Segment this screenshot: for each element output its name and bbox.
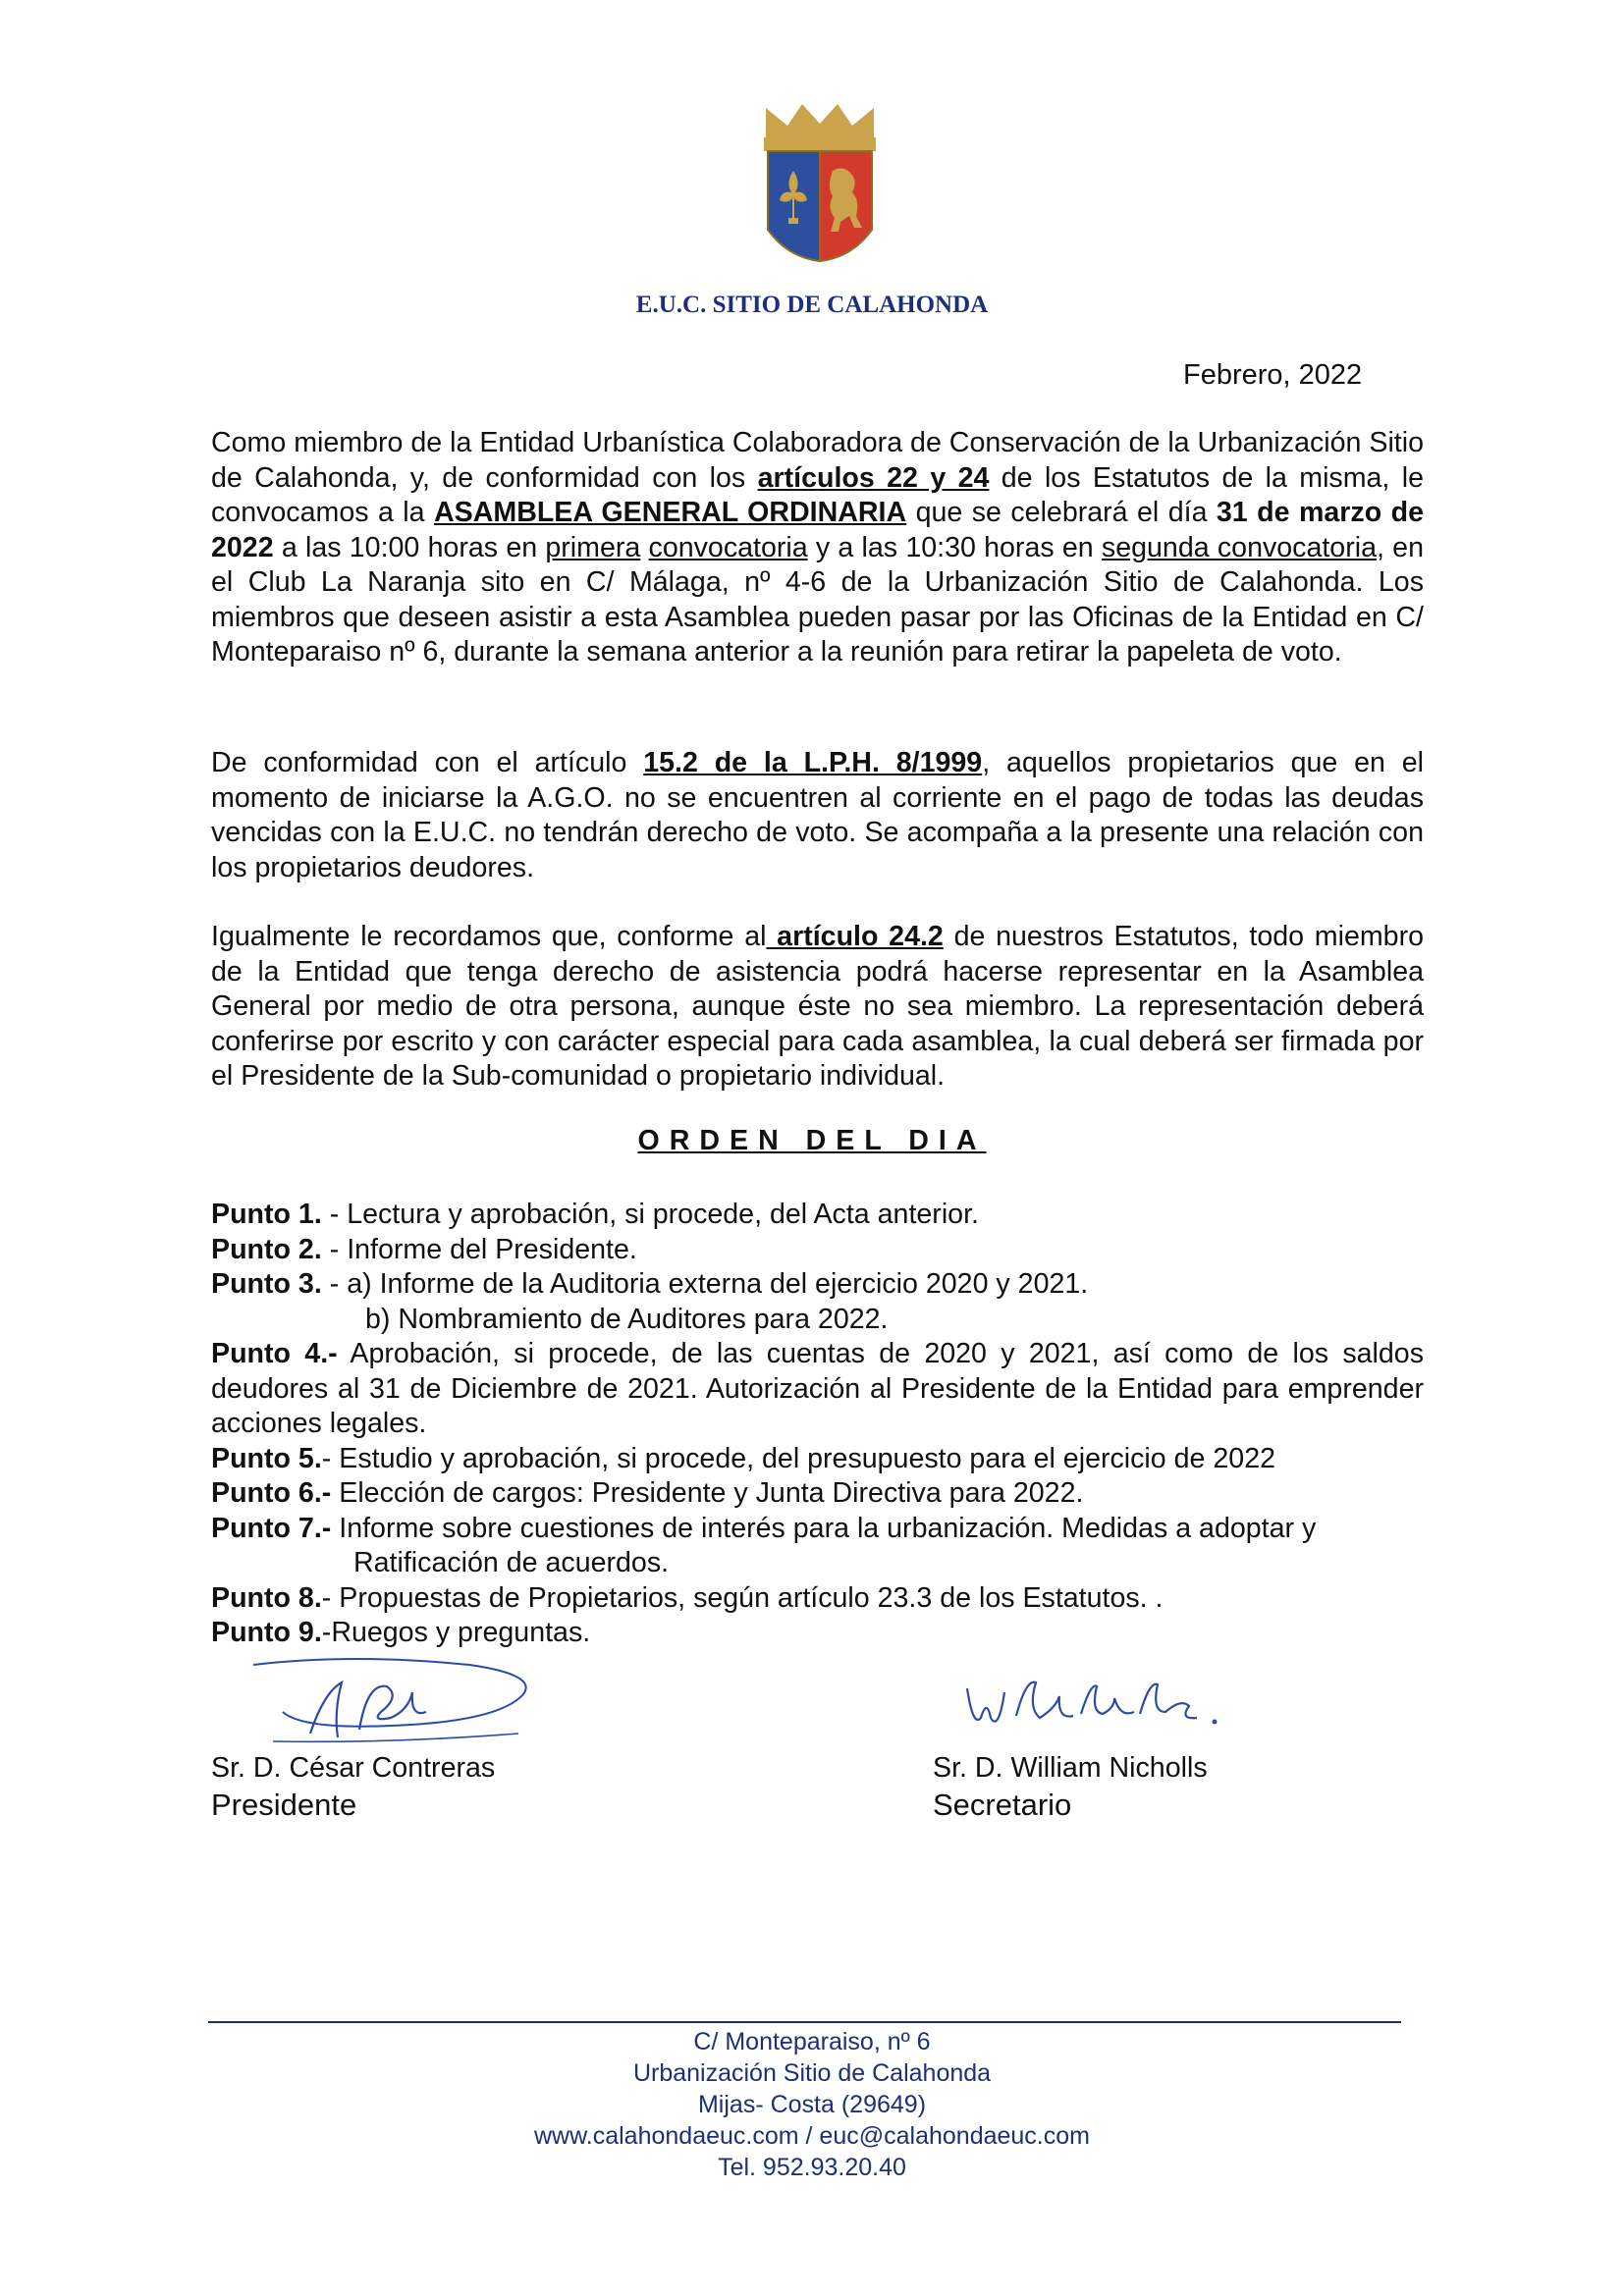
agenda-item-label: Punto 9. — [211, 1617, 322, 1648]
articles-reference: artículos 22 y 24 — [757, 461, 990, 494]
agenda-item-label: Punto 6.- — [211, 1477, 332, 1509]
assembly-name: ASAMBLEA GENERAL ORDINARIA — [434, 497, 907, 528]
text-segment: y a las 10:30 horas en — [807, 531, 1102, 563]
footer-divider — [208, 2021, 1401, 2023]
agenda-item-text: Elección de cargos: Presidente y Junta Directiva para 2022. — [331, 1477, 1084, 1509]
agenda-item-text: - Lectura y aprobación, si procede, del Acta anterior. — [321, 1199, 979, 1230]
article-reference: artículo 24.2 — [766, 921, 944, 952]
agenda-item-text: - Estudio y aprobación, si procede, del presupuesto para el ejercicio de 2022 — [321, 1442, 1275, 1474]
agenda-item-9 — [211, 1616, 1424, 1651]
footer-street: C/ Monteparaiso, nº 6 — [693, 2028, 931, 2056]
second-call: segunda convocatoria — [1101, 531, 1377, 563]
president-name: Sr. D. César Contreras — [211, 1752, 496, 1784]
meeting-date: 31 de marzo de 2022 — [211, 497, 1424, 563]
text-segment — [640, 532, 648, 563]
agenda-item-label: Punto 4.- — [211, 1338, 338, 1369]
footer-web-email: www.calahondaeuc.com / euc@calahondaeuc.com — [534, 2122, 1090, 2150]
footer-urbanization: Urbanización Sitio de Calahonda — [632, 2059, 992, 2087]
agenda-item-label: Punto 1. — [211, 1199, 322, 1230]
agenda-item-text: - Propuestas de Propietarios, según artículo 23.3 de los Estatutos. . — [321, 1581, 1164, 1614]
agenda-item-text: - Informe del Presidente. — [321, 1233, 637, 1265]
text-segment: Igualmente le recordamos que, conforme al — [211, 921, 767, 952]
agenda-item-7 — [211, 1512, 1424, 1547]
secretary-signature-icon — [957, 1669, 1242, 1737]
paragraph-representation — [211, 920, 1424, 1095]
text-segment: , aquellos propietarios que en el momento de iniciarse la A.G.O. no se encuentren al corriente en el pago de todas las deudas vencidas con la E.U.C. no tendrán derecho de voto. Se acompaña a la presente una relación con los propietarios deudores. — [211, 747, 1425, 883]
footer-address — [0, 2026, 1624, 2183]
secretary-name: Sr. D. William Nicholls — [933, 1752, 1208, 1784]
agenda-item-6 — [211, 1476, 1424, 1512]
text-segment: de los Estatutos de la misma, le convocamos a la — [211, 461, 1425, 528]
paragraph-convocation — [211, 426, 1424, 670]
agenda-item-3 — [211, 1267, 1424, 1303]
footer-phone: Tel. 952.93.20.40 — [718, 2154, 906, 2181]
text-segment: Como miembro de la Entidad Urbanística Colaboradora de Conservación de la Urbanización Sitio de Calahonda, y, de conformidad con los — [211, 427, 1424, 494]
agenda-item-8 — [211, 1581, 1424, 1617]
agenda-item-label: Punto 2. — [211, 1233, 322, 1265]
footer-city: Mijas- Costa (29649) — [697, 2091, 927, 2118]
agenda-item-label: Punto 5. — [211, 1442, 322, 1474]
agenda-item-7-cont: Ratificación de acuerdos. — [353, 1547, 670, 1578]
agenda-item-text: Aprobación, si procede, de las cuentas de 2020 y 2021, así como de los saldos deudores al 31 de Diciembre de 2021. Autorización al Presidente de la Entidad para emprender acciones legales. — [211, 1338, 1424, 1439]
agenda-item-text: Informe sobre cuestiones de interés para la urbanización. Medidas a adoptar y — [331, 1512, 1317, 1544]
letter-date: Febrero, 2022 — [1183, 359, 1363, 391]
agenda-item-3b: b) Nombramiento de Auditores para 2022. — [365, 1303, 889, 1335]
president-signature-icon — [244, 1653, 540, 1747]
agenda-item-1 — [211, 1198, 1424, 1233]
crest-logo-icon — [756, 102, 884, 269]
text-segment: a las 10:00 horas en — [273, 531, 546, 563]
secretary-role: Secretario — [933, 1788, 1072, 1822]
text-segment: que se celebrará el día — [906, 497, 1217, 528]
agenda-item-text: - a) Informe de la Auditoria externa del ejercicio 2020 y 2021. — [321, 1268, 1089, 1300]
first-call: primera — [545, 531, 641, 563]
agenda-item-label: Punto 3. — [211, 1268, 322, 1300]
president-role: Presidente — [211, 1788, 357, 1822]
president-signer — [211, 1750, 495, 1823]
agenda-list — [211, 1198, 1424, 1651]
agenda-item-label: Punto 8. — [211, 1581, 322, 1614]
organization-name: E.U.C. SITIO DE CALAHONDA — [635, 292, 989, 318]
agenda-item-4 — [211, 1337, 1424, 1442]
agenda-item-label: Punto 7.- — [211, 1512, 332, 1544]
call-word: convocatoria — [648, 531, 808, 563]
agenda-item-text: -Ruegos y preguntas. — [321, 1617, 591, 1648]
text-segment: , en el Club La Naranja sito en C/ Málaga, nº 4-6 de la Urbanización Sitio de Calahonda. Los miembros que deseen asistir a esta Asamblea pueden pasar por las Oficinas de la Entidad en C/ Monteparaiso nº 6, durante la semana anterior a la reunión para retirar la papeleta de voto. — [211, 531, 1424, 667]
text-segment: De conformidad con el artículo — [211, 747, 644, 778]
text-segment: de nuestros Estatutos, todo miembro de la Entidad que tenga derecho de asistencia podrá hacerse representar en la Asamblea General por medio de otra persona, aunque éste no sea miembro. La representación deberá conferirse por escrito y con carácter especial para cada asamblea, la cual deberá ser firmada por el Presidente de la Sub-comunidad o propietario individual. — [211, 921, 1424, 1092]
agenda-item-5 — [211, 1442, 1424, 1477]
secretary-signer — [933, 1750, 1208, 1823]
agenda-title: ORDEN DEL DIA — [637, 1125, 987, 1156]
law-reference: 15.2 de la L.P.H. 8/1999 — [643, 747, 983, 778]
paragraph-voting-rights — [211, 746, 1424, 885]
agenda-item-2 — [211, 1233, 1424, 1268]
